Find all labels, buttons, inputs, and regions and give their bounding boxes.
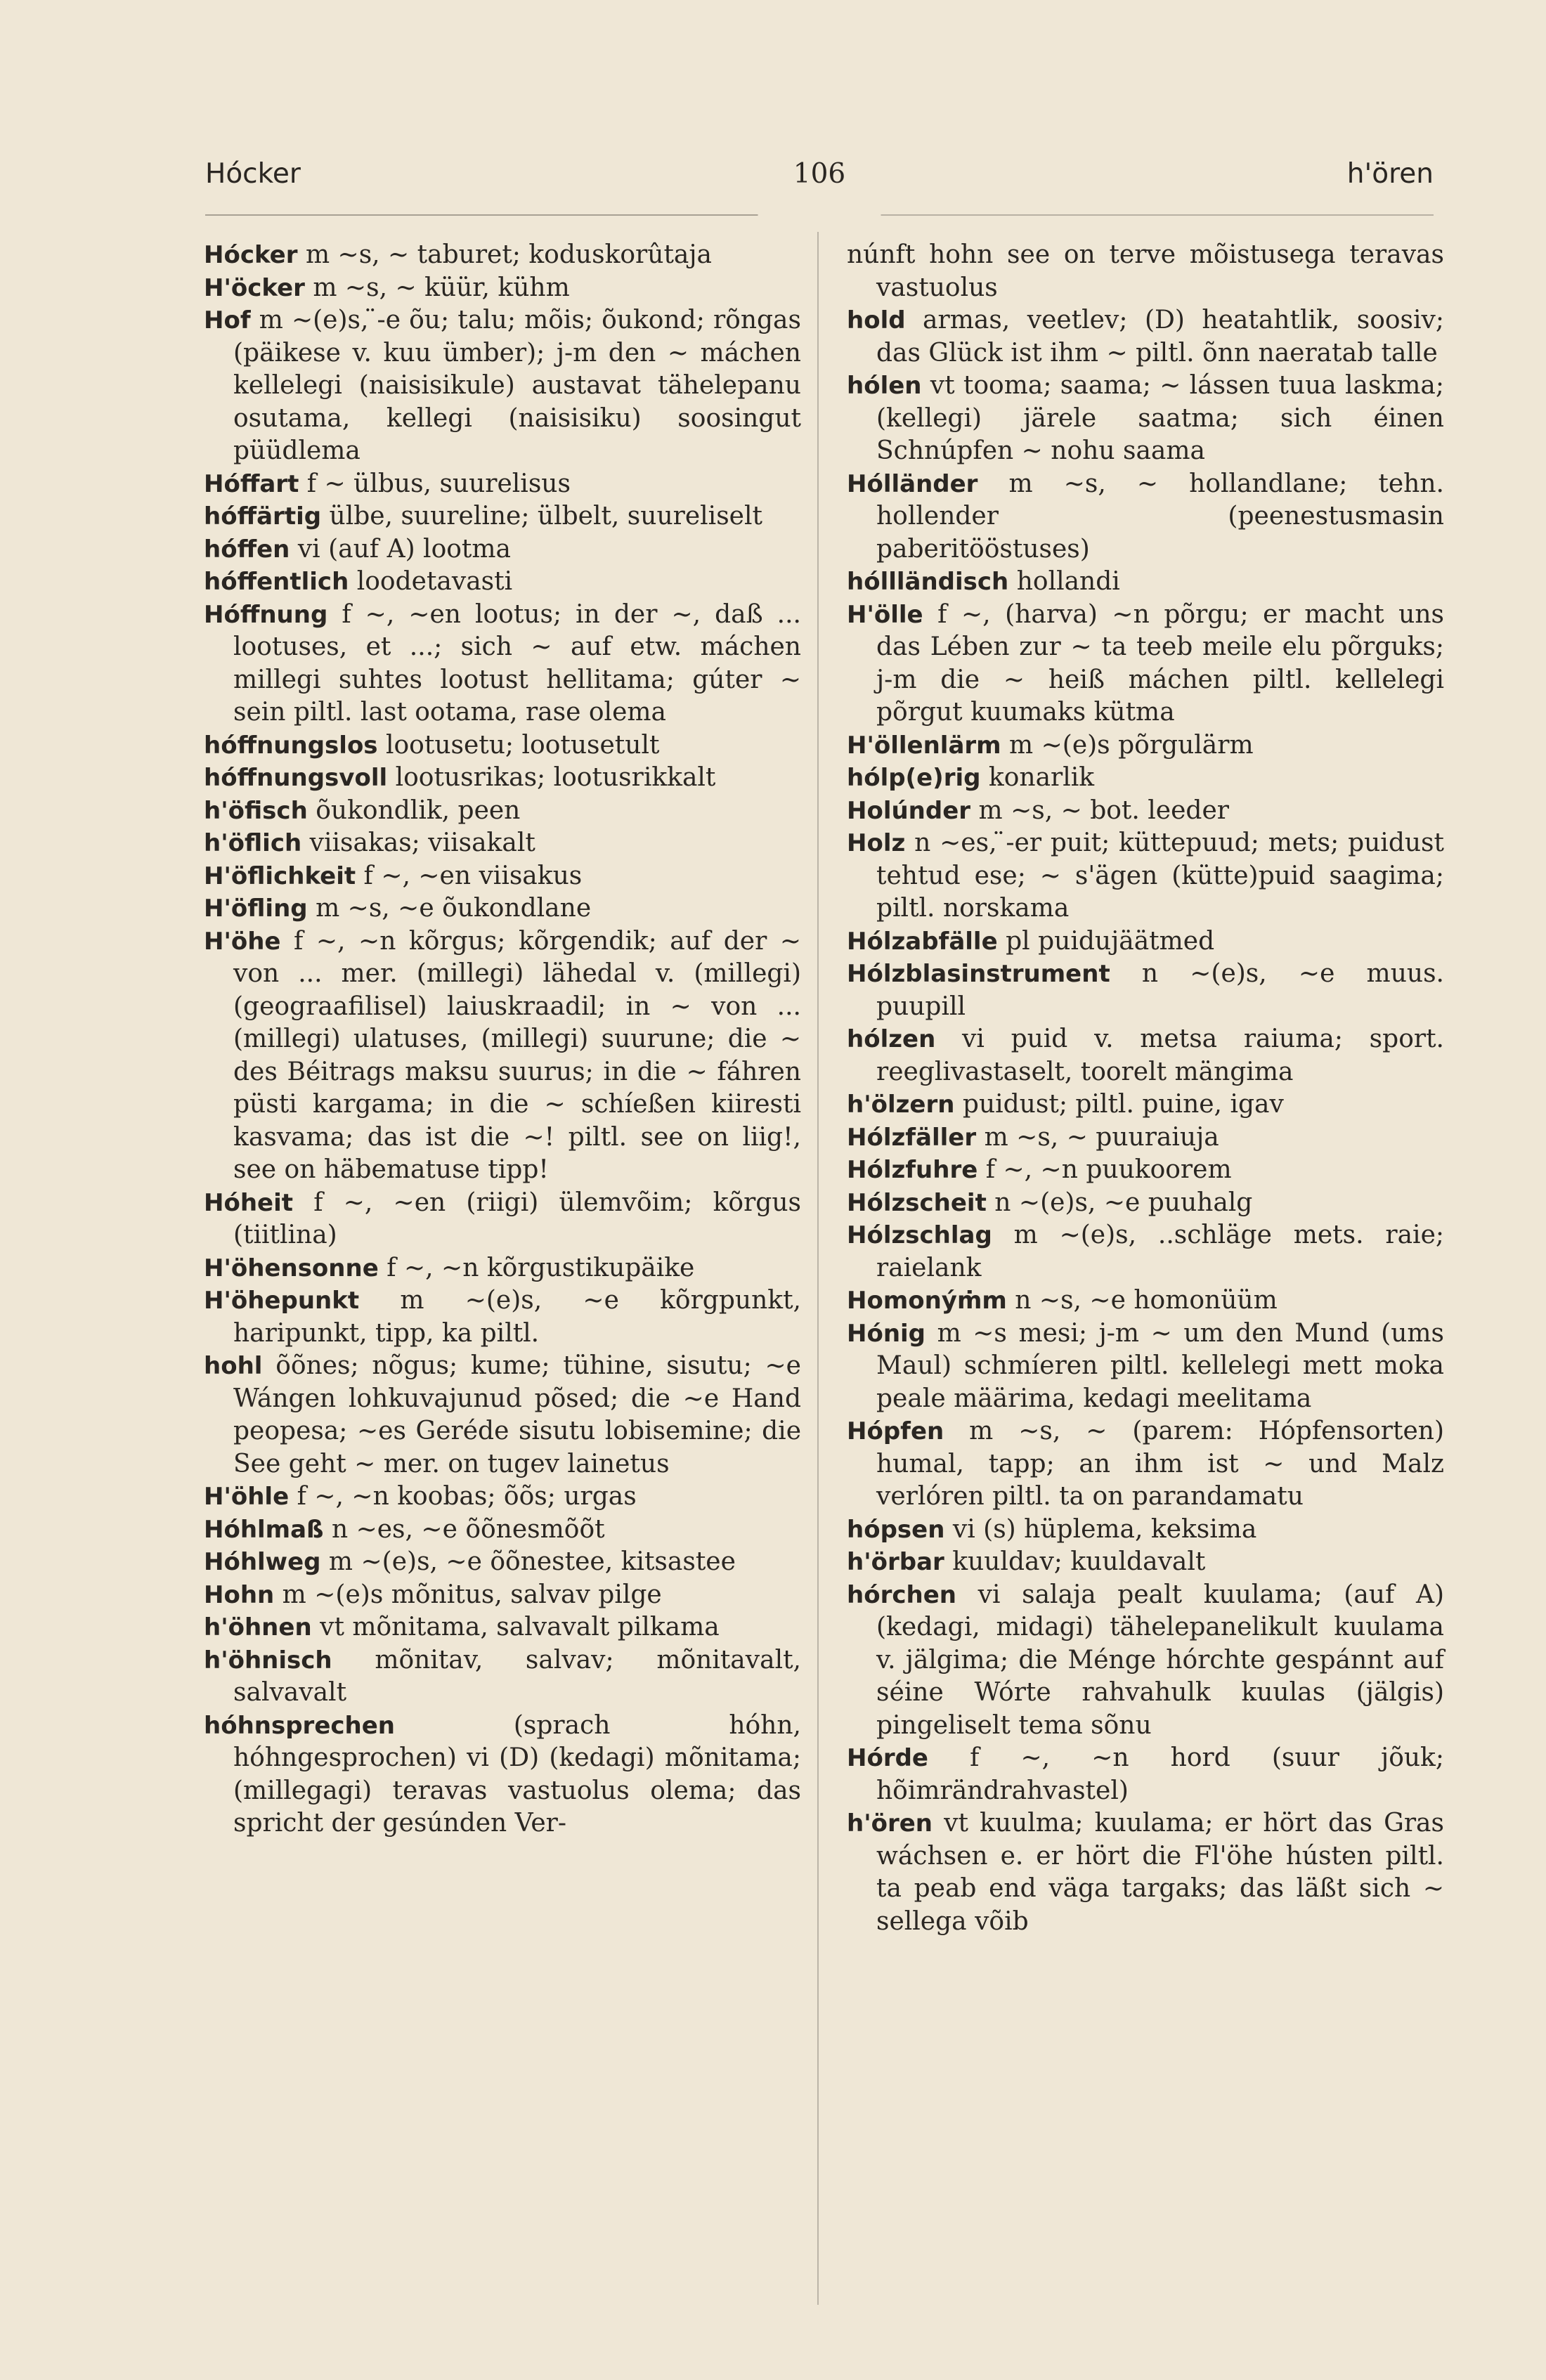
dictionary-entry bbox=[204, 1546, 801, 1579]
dictionary-entry bbox=[847, 958, 1444, 1023]
definition: konarlik bbox=[980, 763, 1095, 792]
definition: f ~, ~n puukoorem bbox=[977, 1155, 1232, 1184]
headword: hórchen bbox=[847, 1580, 956, 1609]
definition: hollandi bbox=[1008, 567, 1120, 596]
dictionary-entry bbox=[847, 304, 1444, 370]
headword: Hólzblasinstrument bbox=[847, 960, 1110, 988]
dictionary-entry bbox=[847, 239, 1444, 304]
headword: Homonýṁm bbox=[847, 1287, 1007, 1315]
definition: ülbe, suureline; ülbelt, suureliselt bbox=[321, 502, 762, 531]
headword: Hónig bbox=[847, 1319, 926, 1348]
dictionary-entry bbox=[204, 795, 801, 828]
definition: vt mõnitama, salvavalt pilkama bbox=[311, 1613, 720, 1641]
dictionary-entry bbox=[204, 762, 801, 795]
headword: Holúnder bbox=[847, 796, 971, 825]
dictionary-entry bbox=[847, 1742, 1444, 1807]
dictionary-entry bbox=[204, 827, 801, 860]
definition: m ~s, ~ (parem: Hópfensorten) humal, tapp; an ihm ist ~ und Malz verlóren piltl. ta on parandamatu bbox=[876, 1417, 1444, 1511]
dictionary-entry bbox=[847, 566, 1444, 599]
definition: vi puid v. metsa raiuma; sport. reeglivastaselt, toorelt mängima bbox=[876, 1025, 1444, 1086]
dictionary-entry bbox=[204, 566, 801, 599]
dictionary-entry bbox=[847, 1318, 1444, 1416]
dictionary-entry bbox=[204, 1187, 801, 1252]
headword: hólen bbox=[847, 372, 922, 400]
headword: H'öflichkeit bbox=[204, 861, 356, 890]
definition: núnft hohn see on terve mõistusega teravas vastuolus bbox=[847, 240, 1444, 302]
definition: lootusrikas; lootusrikkalt bbox=[387, 763, 716, 792]
headword: hóhnsprechen bbox=[204, 1711, 395, 1740]
definition: õõnes; nõgus; kume; tühine, sisutu; ~e Wángen lohkuvajunud põsed; die ~e Hand peopesa; ~es Geréde sisutu lobisemine; die See geht ~ mer. on tugev lainetus bbox=[233, 1351, 801, 1478]
headword: hópsen bbox=[847, 1515, 945, 1544]
definition: vi salaja pealt kuulama; (auf A) (kedagi, midagi) tähelepanelikult kuulama v. jälgima; die Ménge hórchte gespánnt auf séine Wórte rahvahulk kuulas (jälgis) pingeliselt tema sõnu bbox=[876, 1580, 1444, 1740]
definition: m ~s, ~ puuraiuja bbox=[976, 1122, 1219, 1152]
guide-word-last: h'ören bbox=[1346, 158, 1434, 190]
headword: h'örbar bbox=[847, 1548, 944, 1576]
headword: Hóhlweg bbox=[204, 1548, 321, 1576]
dictionary-entry bbox=[847, 827, 1444, 925]
definition: n ~(e)s, ~e muus. puupill bbox=[876, 959, 1444, 1021]
dictionary-entry bbox=[204, 1514, 801, 1547]
headword: Hohn bbox=[204, 1580, 275, 1609]
dictionary-entry bbox=[847, 1154, 1444, 1187]
dictionary-entry bbox=[847, 1121, 1444, 1155]
headword: hóffnungslos bbox=[204, 731, 378, 760]
definition: n ~es, ~e õõnesmõõt bbox=[323, 1514, 605, 1544]
dictionary-entry bbox=[204, 500, 801, 533]
definition: vi (s) hüplema, keksima bbox=[944, 1514, 1257, 1544]
dictionary-entry bbox=[847, 795, 1444, 828]
headword: H'öhe bbox=[204, 927, 281, 956]
definition: f ~, ~n hord (suur jõuk; hõimrändrahvastel) bbox=[876, 1743, 1444, 1805]
dictionary-entry bbox=[204, 1481, 801, 1514]
headword: h'öfisch bbox=[204, 796, 308, 825]
headword: hólp(e)rig bbox=[847, 764, 981, 792]
column-divider bbox=[817, 232, 819, 2305]
dictionary-entry bbox=[847, 762, 1444, 795]
definition: (sprach hóhn, hóhngesprochen) vi (D) (kedagi) mõnitama; (millegagi) teravas vastuolus olema; das spricht der gesúnden Ver- bbox=[233, 1710, 801, 1838]
definition: õukondlik, peen bbox=[307, 795, 521, 825]
dictionary-entry bbox=[847, 370, 1444, 468]
definition: f ~, (harva) ~n põrgu; er macht uns das Lében zur ~ ta teeb meile elu põrguks; j-m die ~ heiß máchen piltl. kellelegi põrgut kuumaks kütma bbox=[876, 599, 1444, 727]
dictionary-entry bbox=[847, 1415, 1444, 1514]
definition: n ~es, ̈-er puit; küttepuud; mets; puidust tehtud ese; ~ s'ägen (kütte)puid saagima; piltl. norskama bbox=[876, 828, 1444, 923]
headword: Hólzfäller bbox=[847, 1123, 977, 1152]
headword: Hólzfuhre bbox=[847, 1156, 978, 1184]
definition: n ~s, ~e homonüüm bbox=[1006, 1286, 1278, 1315]
definition: kuuldav; kuuldavalt bbox=[944, 1547, 1206, 1576]
running-head bbox=[205, 158, 1434, 200]
definition: n ~(e)s, ~e puuhalg bbox=[986, 1188, 1253, 1217]
headword: Hóhlmaß bbox=[204, 1515, 324, 1544]
dictionary-entry bbox=[204, 272, 801, 305]
headword: h'ölzern bbox=[847, 1091, 955, 1119]
headword: h'öhnisch bbox=[204, 1646, 332, 1675]
headword: H'öfling bbox=[204, 895, 308, 923]
dictionary-entry bbox=[204, 468, 801, 501]
headword: hold bbox=[847, 306, 906, 334]
headword: hóffnungsvoll bbox=[204, 764, 388, 792]
page-number: 106 bbox=[793, 158, 846, 190]
definition: lootusetu; lootusetult bbox=[377, 730, 660, 760]
headword: H'öhensonne bbox=[204, 1254, 379, 1282]
headword: hohl bbox=[204, 1352, 263, 1380]
guide-word-first: Hócker bbox=[205, 158, 301, 190]
definition: f ~ ülbus, suurelisus bbox=[299, 469, 571, 498]
headword: Hóffart bbox=[204, 469, 299, 498]
headword: h'ören bbox=[847, 1809, 933, 1838]
dictionary-entry bbox=[204, 1644, 801, 1710]
definition: f ~, ~en lootus; in der ~, daß ... lootuses, et ...; sich ~ auf etw. máchen millegi suhtes lootust hellitama; gúter ~ sein piltl. last ootama, rase olema bbox=[233, 599, 801, 727]
definition: pl puidujäätmed bbox=[997, 926, 1215, 956]
definition: vt tooma; saama; ~ lássen tuua laskma; (kellegi) järele saatma; sich éinen Schnúpfen ~ nohu saama bbox=[876, 371, 1444, 465]
dictionary-entry bbox=[204, 1252, 801, 1285]
headword: H'öcker bbox=[204, 273, 305, 302]
dictionary-entry bbox=[847, 1546, 1444, 1579]
definition: m ~s, ~ hollandlane; tehn. hollender (peenestusmasin paberitööstuses) bbox=[876, 469, 1444, 564]
headword: Hólzscheit bbox=[847, 1188, 987, 1217]
definition: m ~s, ~ taburet; koduskorûtaja bbox=[297, 240, 712, 269]
definition: vi (auf A) lootma bbox=[290, 534, 511, 564]
definition: m ~s, ~ küür, kühm bbox=[304, 273, 570, 302]
dictionary-entry bbox=[847, 1285, 1444, 1318]
headword: Hóffnung bbox=[204, 600, 328, 629]
dictionary-entry bbox=[847, 468, 1444, 566]
definition: f ~, ~en viisakus bbox=[356, 861, 583, 890]
dictionary-entry bbox=[847, 1023, 1444, 1088]
definition: m ~(e)s, ̈-e õu; talu; mõis; õukond; rõngas (päikese v. kuu ümber); j-m den ~ máchen kellelegi (naisisikule) austavat tähelepanu osutama, kellegi (naisisiku) soosingut püüdlema bbox=[233, 306, 801, 465]
headword: Hof bbox=[204, 306, 251, 334]
dictionary-entry bbox=[847, 925, 1444, 958]
dictionary-entry bbox=[847, 1807, 1444, 1938]
definition: f ~, ~n koobas; õõs; urgas bbox=[289, 1482, 637, 1511]
definition: viisakas; viisakalt bbox=[301, 828, 535, 857]
headword: Holz bbox=[847, 829, 906, 857]
definition: m ~s mesi; j-m ~ um den Mund (ums Maul) schmíeren piltl. kellelegi mett moka peale määrima, kedagi meelitama bbox=[876, 1318, 1444, 1413]
headword: h'öhnen bbox=[204, 1613, 312, 1641]
definition: m ~(e)s, ~e õõnestee, kitsastee bbox=[320, 1547, 736, 1576]
dictionary-entry bbox=[847, 1088, 1444, 1121]
headword: Hórde bbox=[847, 1744, 928, 1772]
headword: hóffärtig bbox=[204, 502, 322, 531]
dictionary-entry bbox=[204, 1611, 801, 1644]
definition: m ~s, ~e õukondlane bbox=[307, 894, 592, 923]
headword: Hólzabfälle bbox=[847, 927, 998, 956]
headword: hóffen bbox=[204, 535, 290, 564]
dictionary-entry bbox=[204, 599, 801, 729]
definition: m ~(e)s mõnitus, salvav pilge bbox=[274, 1580, 662, 1609]
headword: Hóheit bbox=[204, 1188, 293, 1217]
dictionary-entry bbox=[847, 1514, 1444, 1547]
definition: armas, veetlev; (D) heatahtlik, soosiv; das Glück ist ihm ~ piltl. õnn naeratab talle bbox=[876, 306, 1444, 368]
headword: Hólzschlag bbox=[847, 1221, 992, 1249]
definition: m ~(e)s põrgulärm bbox=[1001, 730, 1254, 760]
dictionary-entry bbox=[847, 1219, 1444, 1285]
definition: f ~, ~n kõrgus; kõrgendik; auf der ~ von ... mer. (millegi) lähedal v. (millegi) (geograafilisel) laiuskraadil; in ~ von ... (millegi) ulatuses, (millegi) suurune; die ~ des Béitrags maksu suurus; in die ~ fáhren püsti kargama; in die ~ schíeßen kiiresti kasvama; das ist die ~! piltl. see on liig!, see on häbematuse tipp! bbox=[233, 926, 801, 1184]
definition: mõnitav, salvav; mõnitavalt, salvavalt bbox=[233, 1645, 801, 1707]
left-column bbox=[204, 239, 801, 1840]
header-rule bbox=[205, 214, 1434, 216]
definition: f ~, ~n kõrgustikupäike bbox=[378, 1253, 695, 1282]
dictionary-entry bbox=[204, 729, 801, 762]
headword: Hópfen bbox=[847, 1417, 944, 1445]
dictionary-entry bbox=[204, 892, 801, 925]
headword: H'öhepunkt bbox=[204, 1287, 360, 1315]
headword: Hócker bbox=[204, 241, 298, 269]
definition: f ~, ~en (riigi) ülemvõim; kõrgus (tiitlina) bbox=[233, 1188, 801, 1249]
dictionary-entry bbox=[204, 925, 801, 1187]
dictionary-entry bbox=[204, 1579, 801, 1612]
definition: m ~s, ~ bot. leeder bbox=[970, 795, 1229, 825]
headword: hóllländisch bbox=[847, 568, 1009, 596]
dictionary-entry bbox=[847, 1579, 1444, 1743]
dictionary-entry bbox=[204, 533, 801, 566]
headword: Hólländer bbox=[847, 469, 978, 498]
right-column bbox=[847, 239, 1444, 1938]
dictionary-entry bbox=[204, 1350, 801, 1481]
headword: hólzen bbox=[847, 1025, 936, 1053]
dictionary-entry bbox=[847, 729, 1444, 762]
definition: puidust; piltl. puine, igav bbox=[954, 1090, 1284, 1119]
headword: hóffentlich bbox=[204, 568, 349, 596]
dictionary-entry bbox=[204, 1285, 801, 1350]
dictionary-entry bbox=[204, 304, 801, 468]
dictionary-entry bbox=[204, 239, 801, 272]
definition: vt kuulma; kuulama; er hört das Gras wáchsen e. er hört die Fl'öhe hústen piltl. ta peab end väga targaks; das läßt sich ~ sellega võib bbox=[876, 1809, 1444, 1936]
dictionary-entry bbox=[204, 1710, 801, 1840]
headword: H'öllenlärm bbox=[847, 731, 1001, 760]
headword: h'öflich bbox=[204, 829, 302, 857]
definition: m ~(e)s, ..schläge mets. raie; raielank bbox=[876, 1221, 1444, 1282]
headword: H'ölle bbox=[847, 600, 923, 629]
definition: m ~(e)s, ~e kõrgpunkt, haripunkt, tipp, ka piltl. bbox=[233, 1286, 801, 1348]
headword: H'öhle bbox=[204, 1483, 290, 1511]
definition: loodetavasti bbox=[349, 567, 513, 596]
dictionary-entry bbox=[847, 599, 1444, 729]
dictionary-entry bbox=[204, 860, 801, 893]
dictionary-entry bbox=[847, 1187, 1444, 1220]
